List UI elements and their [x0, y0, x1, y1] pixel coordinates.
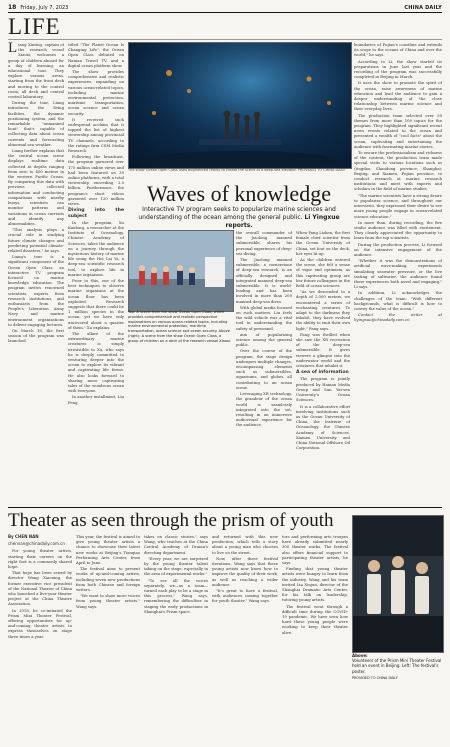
lead-column-1	[8, 42, 64, 502]
byline-email: chennan@chinadaily.com.cn	[8, 541, 65, 547]
masthead	[8, 3, 442, 12]
paragraph: and returned with this new production, which tells a story about a young man who chooses to live on the street.	[212, 534, 278, 555]
issue-date: Friday, July 7, 2023	[20, 4, 69, 11]
theater-headline: Theater as seen through the prism of youth	[8, 510, 334, 531]
paragraph: "It's great to have a festival, with audiences coming together for youth theater," Wang says.	[212, 588, 278, 604]
drop-cap: L	[8, 42, 18, 56]
caption-label: Above:	[352, 653, 368, 658]
theater-column-3	[144, 534, 208, 740]
theater-column-5	[282, 534, 348, 740]
subhead: A sea of information	[296, 370, 349, 376]
paragraph: "We want to show more voices from young theater artists," Wang says.	[76, 593, 140, 609]
paragraph: "The marine scientists have a strong desire to popularize science, and throughout our interviews, they expressed their desire to see more young people engage in ocean-related science education."	[354, 192, 442, 219]
theater-column-4	[212, 534, 278, 740]
lead-photo	[128, 42, 352, 169]
paragraph: Liang's tour is a significant component of the Ocean Open Class, an interactive TV program focused on marine knowledge education. The program invites renowned scientists, experts from research institutions, and enthusiasts from the People's Liberation Army Navy and marine environment organizations to deliver engaging lectures.	[8, 254, 64, 327]
paragraph: According to Li, the show started its preparations in June last year and the recording of the program was successfully completed in Beijing in March.	[354, 58, 442, 80]
paragraph: Contact the writer at liyingxue@chinadaily.com.cn	[354, 312, 442, 323]
paragraph: "To see all the voices separately, we—as a team—turned each play to be a stage in this process," Wang says, remembering the difficulties in staging the early productions in Shanghai's Prism space.	[144, 577, 208, 614]
theater-volunteers-illustration	[353, 516, 443, 652]
photo-credit: PROVIDED TO CHINA DAILY	[352, 675, 398, 680]
paragraph: It uses the show to promote the spirit of the ocean, raise awareness of marine education and lead the audience to gain a deeper understanding of the close relationship between marine science and their everyday lives.	[354, 80, 442, 112]
theater-column-2	[76, 534, 140, 740]
paragraph: Leveraging XR technology, the grandeur of the ocean world is seamlessly integrated into the set, resulting in an immersive audiovisual experience for the audience.	[236, 391, 292, 428]
subhead: Diving into the subject	[68, 208, 124, 219]
paragraph: In addition, Li acknowledges the challenges of the team: "With different backgrounds, what is difficult is how to convey the value of the ocean."	[354, 290, 442, 311]
caption-text: The show Ocean Open Class uses augmented reality to create the scene of a deep-sea elevator.	[128, 168, 297, 172]
paragraph: It is a collaborative effort involving institutions such as the Ocean University of China, the Institute of Oceanology, the Chinese Academy of Sciences, Xiamen University and China National Offshore Oil Corporation.	[296, 403, 350, 451]
paragraph: the overall commander of the Jiaolong manned submersible, shares his personal experience of deep-sea diving.	[236, 230, 292, 256]
paragraph: In more than, during recording, the five studio audience was filled with excitement. They clearly appreciated the opportunity to learn from the top scientists.	[354, 219, 442, 241]
paragraph: In 2018, he co-initiated the Prism Mini Theater Festival, offering opportunities for up-and-coming theater artists to express themselves on stage three times a year.	[8, 607, 72, 639]
lead-column-2	[68, 42, 124, 502]
paragraph: takes on classic stories," says Wang, who teaches at the China Central Academy of Drama's directing department.	[144, 534, 208, 555]
theater-photo-caption	[352, 653, 442, 681]
section-rule	[8, 39, 442, 40]
paragraph: During the production process, Li focused on the intensive engagement of the audience.	[354, 241, 442, 257]
paragraph: That hope has been seized by director Wang Xiaoning, the former executive vice president of the National Theater of China who launched a five-year theater project at the China Theatre Association.	[8, 570, 72, 607]
paragraph: tors and performing arts troupes have already submitted nearly 300 theater works. The festival also offers financial support to participating theater artists, he says.	[282, 534, 348, 566]
paragraph: In the program, Xu Kuidong, a researcher at the Institute of Oceanology, Chinese Academy of Sciences, takes the audience on a journey through the mysterious history of marine life using the Hoi Cai Ya, a deep-sea scientific research tool, to explore life in marine organisms.	[68, 219, 124, 277]
paragraph: With global media focused on such matters, Liu feels the wild vehicle was a vital tool in understanding the safety of personnel.	[236, 304, 292, 331]
paragraph: "Whether it was the demonstrations of artificial wave-making, experiments simulating seawater pressure, or the live tasting of saltwater, the audience found these experiences both novel and engaging," Li says.	[354, 258, 442, 290]
caption-text: Volunteers of the Prism Mini Theater Festival hold an event in Beijing. Left: The festival's poster.	[352, 658, 442, 674]
paragraph: Following the broadcast, the program garnered over 170 million online views and had been featured on 30 online platforms, with a total viewership exceeding 2.5 billion. Furthermore, the program's short videos garnered over 120 million views.	[68, 154, 124, 207]
paragraph: iang Xinting, captain of the research vessel Xiaoxi, welcomes a group of children aboard for a day of learning, an educational tour. They explore various areas, starting from the front deck and moving to the control room, all deck and central control laboratory.	[8, 42, 64, 100]
theater-column-1	[8, 534, 72, 740]
lead-column-3	[236, 230, 292, 502]
lead-deck	[128, 206, 350, 230]
photo-box-caption: Top: A scene from the show Ocean Open Class, which provides comprehensive and realistic perspective explanations on various ocean-related topics, including marine environmental protection, maritime transportation, ocean science and ocean security. Above (right): A scene from the show Ocean Open Class, a group of children on a deck of the research vessel Xiaoxi.	[128, 310, 232, 343]
paragraph: For young theater artists, starting their careers on the right foot is a commonly shared hope.	[8, 548, 72, 570]
paragraph: The Jiaolong manned submersible, a cornerstone of deep-sea research, is an officially designed and integrated manned deep-sea submersible. It is world-leading and has been involved in more than 200 manned deep-sea dives.	[236, 257, 292, 304]
paragraph: aim of popularizing science among the general public.	[236, 331, 292, 348]
paragraph: titled "The Planet Ocean Is Changing Life", the Ocean Open Class debuted on Hainan Travel TV, and a digital ocean platform show.	[68, 42, 124, 68]
paragraph: "This analysis plays a crucial role in studying future climate changes and predicting potential climate-related disasters," he says.	[8, 227, 64, 253]
paper-name: CHINA DAILY	[404, 4, 442, 11]
lead-column-5	[354, 42, 442, 502]
paragraph: It received such widespread acclaim that it topped the list of highest viewership among provincial TV channels, according to the ratings firm CSM Media Research.	[68, 116, 124, 154]
paragraph: The show provides comprehensive and realistic experiences, expanding on various ocean-related topics, including marine environmental protection, maritime transportation, ocean science and ocean security.	[68, 69, 124, 116]
section-title: LIFE	[8, 14, 61, 39]
paragraph: The program is jointly produced by Hainan Media Group and Sun Yat-sen University's Ocean Sciences.	[296, 376, 350, 403]
paragraph: The production team selected over 50 themes from more than 100 topics for the program. They highlighted significant recent news events related to the ocean and presented a wealth of "cool facts" about the ocean, captivating and entertaining the audience with fascinating marine stories.	[354, 112, 442, 149]
masthead-rule	[8, 12, 442, 13]
paragraph: Over the course of the program, the stage design undergoes multiple changes, encompassing elements such as submersibles, aquariums, and globes, all contributing to an ocean scene.	[236, 348, 292, 390]
ocean-scene-illustration	[129, 43, 351, 168]
byline: Li Yingxue reports.	[225, 214, 340, 229]
theater-rule	[8, 507, 442, 508]
paragraph: On March 18, the first season of the program was launched.	[8, 327, 64, 344]
paragraph: To ensure the professionalism and richness of the content, the production team made special visits to various locations such as Qingdao, Shandong province; Shanghai; Beijing, and Xiamen, Fujian province, to conduct research at marine research institutions and meet with experts and scholars in the field of marine studies.	[354, 150, 442, 192]
theater-photo	[352, 515, 444, 653]
paragraph: Now, after three festival iterations, Wang says that these young artists now know how to improve the quality of their work, as well as reaching a wider audience.	[212, 555, 278, 587]
paragraph: During the tour, Liang introduces the living facilities, the dynamic positioning system, and the remarkable "unmanned boat" that's capable of collecting data about ocean currents and forecasting abnormal sea weather.	[8, 100, 64, 147]
paragraph: Liang further explains that the central ocean scene displays realtime data collected at depths ranging from zero to 400 meters in the western Pacific Ocean. By comparing this data with previous collected information and conducting comparisons with nearby buoys, scientists can monitor patterns and variations in ocean currents and identify any abnormalities.	[8, 148, 64, 226]
paragraph: boundaries of Fujian's coastline and extends its scope to the oceans of China and over the world," he says.	[354, 42, 442, 58]
lead-headline: Waves of knowledge	[147, 181, 331, 206]
deck-text: Interactive TV program seeks to popularize marine sciences and understanding of the ocean among the general public.	[138, 206, 336, 221]
paragraph: "As we descended to a depth of 1,000 meters, we encountered a series of enchanting creatures. To adapt to the darkness they inhabit, they have evolved the ability to emit their own light," Fang says.	[296, 289, 350, 331]
children-photo	[128, 230, 234, 312]
lead-column-4	[296, 230, 350, 502]
paragraph: When Fang Lizhen, the first female chief scientist from the Ocean University of China, set foot on the deck, her eyes lit up.	[296, 230, 350, 256]
paragraph: Fang was thrilled when she saw the XR recreation of the deep-sea submersible. It gives viewers a glimpse into the underwater world and the creatures that inhabit it.	[296, 331, 350, 369]
lead-photo-caption	[128, 168, 350, 172]
page-number: 18	[8, 4, 17, 11]
paragraph: "Every year, we are surprised by the young theater talent taking on the stage, especially in the area of experimental works."	[144, 555, 208, 577]
paragraph: Prior to this, one of the best techniques to observe marine organisms at the ocean floor has been exploited. Research suggests that there could be 1 million species in the ocean, yet we have only uncovered about a quarter of them," Xu explains.	[68, 277, 124, 330]
paragraph: The festival aims to present works of up-and-coming artists, including seven new productions from both Chinese and foreign writers.	[76, 566, 140, 593]
paragraph: The allure of the extraordinary marine creatures is simply irresistible to Xu, who says he is deeply committed to venturing deeper into the ocean to explore its vibrant and captivating life forms. He also looks forward to sharing more captivating tales of the wondrous ocean with everyone.	[68, 330, 124, 394]
paragraph: The festival went through a difficult time during the COVID-19 pandemic. We have seen how hard these young people were working to keep their theater alive.	[282, 603, 348, 635]
paragraph: This year, the festival is aimed to give young theater artists a chance to showcase their latest new works at Beijing's Tianqiao Performing Arts Center, from April to June.	[76, 534, 140, 566]
byline: By CHEN NAN	[8, 534, 39, 539]
photo-credit: PROVIDED TO CHINA DAILY	[297, 168, 346, 172]
paragraph: In another installment, Liu Feng	[68, 394, 124, 405]
paragraph: As the children entered the scene, she felt a sense of vigor and optimism, as this captivating group are her future colleagues in the field of ocean sciences.	[296, 257, 350, 289]
children-on-deck-illustration	[129, 231, 233, 311]
paragraph: Finding that young theater artists were hungry to learn from the industry, Wang and his team invited Liu Xinjun, director of the Shanghai Dramatic Arts Center, for his talk on leadership, tutoring young artists.	[282, 566, 348, 603]
